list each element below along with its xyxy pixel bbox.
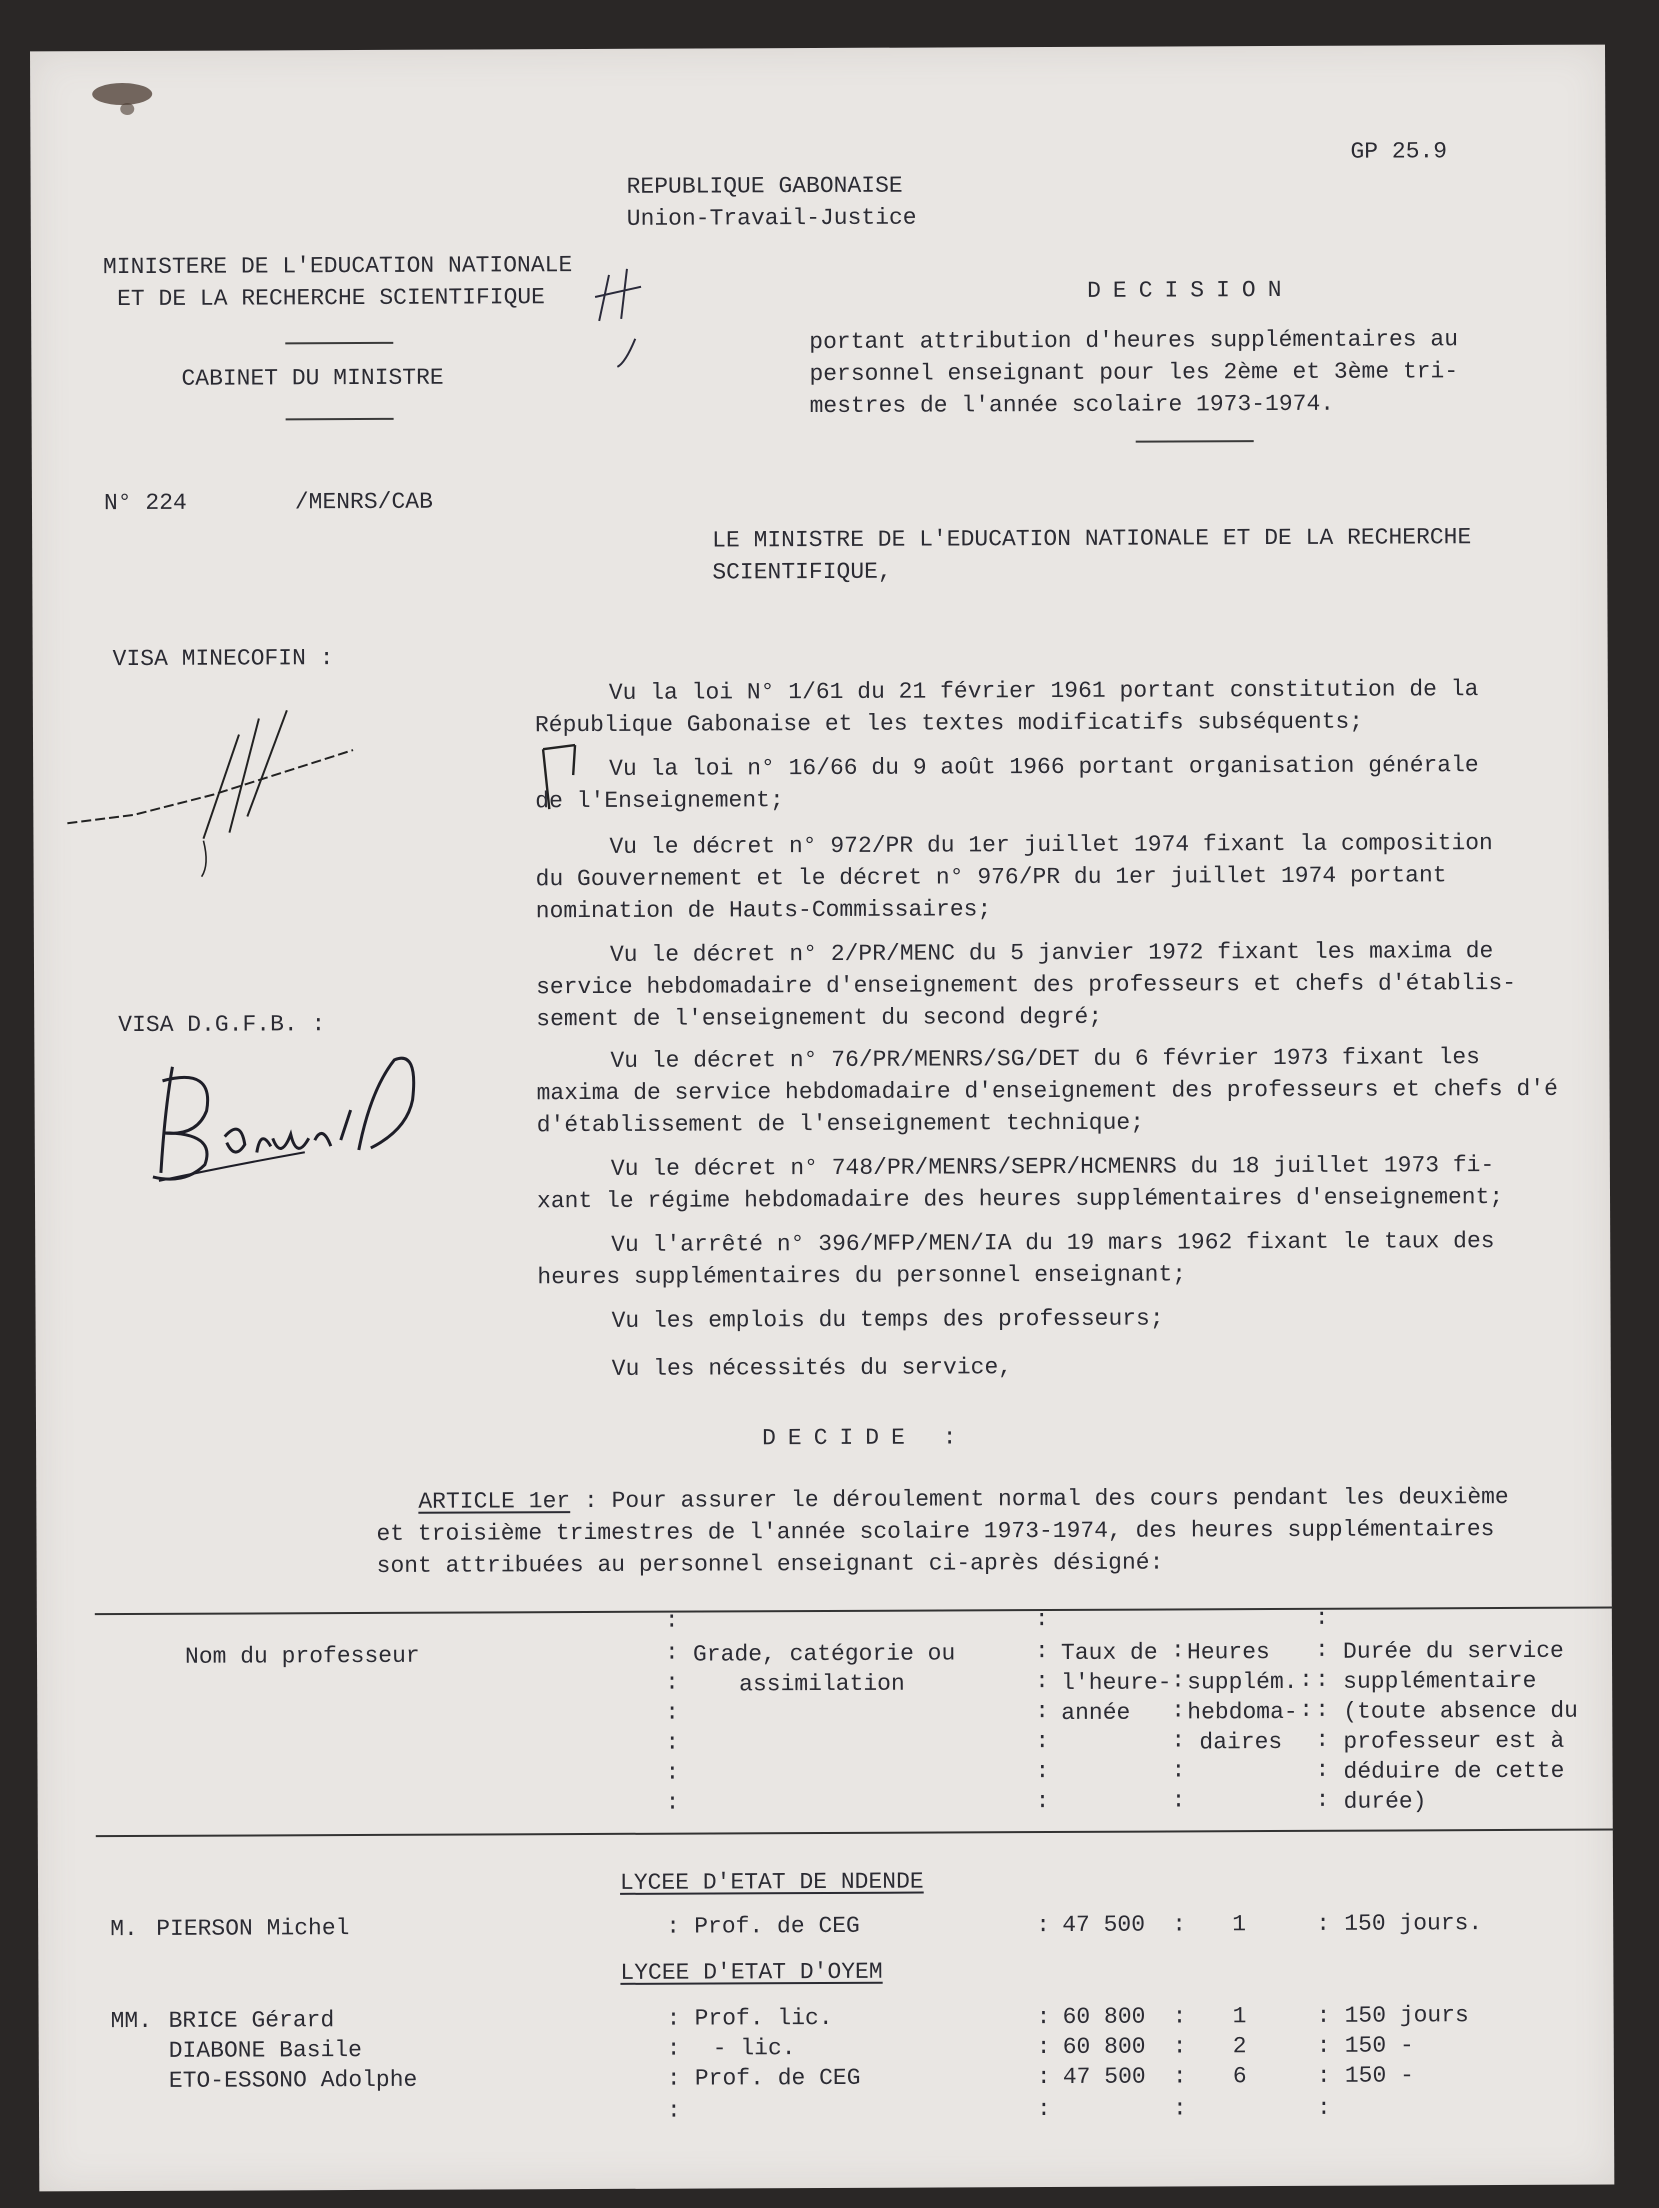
- header-rate-line-1: Taux de: [1060, 1639, 1158, 1666]
- row-duration: 150 -: [1344, 2032, 1414, 2059]
- row-rate: 47 500: [1062, 2063, 1146, 2090]
- row-name: DIABONE Basile: [168, 2037, 363, 2064]
- visa-dgfb-signature: [144, 1040, 445, 1191]
- divider: [1136, 440, 1254, 443]
- consideration-2-line-1: Vu la loi n° 16/66 du 9 août 1966 portant organisation générale: [609, 752, 1479, 782]
- header-duration-line-1: Durée du service: [1342, 1637, 1564, 1665]
- row-prefix: MM.: [110, 2007, 153, 2035]
- republic-title: REPUBLIQUE GABONAISE: [626, 172, 903, 200]
- table-row: M. PIERSON Michel : Prof. de CEG : 47 500 : 1 : 150 jours.: [30, 45, 1605, 52]
- ink-stain: [120, 103, 134, 115]
- number-suffix: /MENRS/CAB: [294, 488, 433, 516]
- row-rate: 60 800: [1062, 2033, 1146, 2060]
- ink-stain: [92, 83, 152, 105]
- consideration-3-line-2: du Gouvernement et le décret n° 976/PR du 1er juillet 1974 portant: [535, 862, 1447, 893]
- row-duration: 150 -: [1344, 2062, 1414, 2089]
- consideration-9: Vu les nécessités du service,: [611, 1354, 1013, 1382]
- consideration-3-line-3: nomination de Hauts-Commissaires;: [535, 896, 992, 925]
- consideration-4-line-2: service hebdomadaire d'enseignement des professeurs et chefs d'établis-: [536, 969, 1517, 1001]
- row-rate: 47 500: [1062, 1911, 1146, 1938]
- decision-title: DECISION: [1087, 276, 1294, 304]
- row-hours: 6: [1232, 2063, 1247, 2090]
- ministry-line-2: ET DE LA RECHERCHE SCIENTIFIQUE: [117, 284, 546, 313]
- table-row: ETO-ESSONO Adolphe : Prof. de CEG : 47 500 : 6 : 150 -: [30, 45, 1605, 52]
- header-duration-line-6: durée): [1343, 1788, 1427, 1815]
- consideration-6-line-1: Vu le décret n° 748/PR/MENRS/SEPR/HCMENRS du 18 juillet 1973 fi-: [610, 1152, 1495, 1182]
- consideration-7-line-2: heures supplémentaires du personnel enseignant;: [537, 1261, 1187, 1291]
- article-1-line-3: sont attribuées au personnel enseignant ci-après désigné:: [376, 1549, 1164, 1579]
- visa-dgfb: VISA D.G.F.B. :: [118, 1011, 326, 1039]
- article-1-line-1: ARTICLE 1er : Pour assurer le déroulement normal des cours pendant les deuxième: [418, 1483, 1509, 1515]
- consideration-3-line-1: Vu le décret n° 972/PR du 1er juillet 1974 fixant la composition: [609, 830, 1493, 860]
- header-duration-line-2: supplémentaire: [1343, 1667, 1537, 1695]
- table-top-rule: [95, 1607, 1613, 1616]
- article-1-label: ARTICLE 1er: [418, 1488, 571, 1515]
- consideration-8: Vu les emplois du temps des professeurs;: [611, 1305, 1164, 1334]
- header-name-line-1: Nom du professeur: [184, 1642, 420, 1670]
- row-name: BRICE Gérard: [168, 2007, 335, 2034]
- consideration-1-line-2: République Gabonaise et les textes modificatifs subséquents;: [534, 708, 1364, 739]
- decision-subject-line-2: personnel enseignant pour les 2ème et 3ème tri-: [809, 358, 1459, 388]
- initials-mark: [591, 263, 651, 373]
- table-trailing-separators: : : : :: [666, 2094, 1331, 2124]
- header-grade-line-1: Grade, catégorie ou: [692, 1640, 956, 1668]
- consideration-5-line-2: maxima de service hebdomadaire d'enseignement des professeurs et chefs d'é: [536, 1075, 1558, 1107]
- ministry-line-1: MINISTERE DE L'EDUCATION NATIONALE: [102, 252, 573, 281]
- header-hours-line-2: supplém.: [1187, 1668, 1298, 1696]
- consideration-6-line-2: xant le régime hebdomadaire des heures supplémentaires d'enseignement;: [536, 1184, 1504, 1215]
- header-rate-line-2: l'heure-: [1061, 1669, 1172, 1696]
- row-name: ETO-ESSONO Adolphe: [168, 2066, 418, 2094]
- header-duration-line-3: (toute absence du: [1343, 1697, 1578, 1725]
- row-hours: 2: [1232, 2033, 1247, 2060]
- consideration-7-line-1: Vu l'arrêté n° 396/MFP/MEN/IA du 19 mars 1962 fixant le taux des: [611, 1228, 1495, 1258]
- consideration-2-line-2: de l'Enseignement;: [535, 787, 784, 815]
- decision-number: [104, 486, 433, 519]
- header-grade-line-2: assimilation: [739, 1670, 905, 1698]
- consideration-5-line-1: Vu le décret n° 76/PR/MENRS/SG/DET du 6 février 1973 fixant les: [610, 1044, 1481, 1074]
- consideration-4-line-1: Vu le décret n° 2/PR/MENC du 5 janvier 1972 fixant les maxima de: [609, 938, 1494, 968]
- table-row: MM. BRICE Gérard : Prof. lic. : 60 800 : 1 : 150 jours: [30, 45, 1605, 52]
- document-page: [30, 45, 1614, 2192]
- section-title-ndende: LYCEE D'ETAT DE NDENDE: [619, 1868, 924, 1896]
- number-value: 224: [145, 489, 187, 516]
- row-grade: Prof. de CEG: [694, 2064, 861, 2092]
- row-grade: Prof. lic.: [694, 2004, 833, 2032]
- row-hours: 1: [1232, 1911, 1247, 1938]
- header-hours-line-4: daires: [1199, 1728, 1283, 1756]
- row-duration: 150 jours.: [1344, 1910, 1483, 1937]
- minister-line-1: LE MINISTRE DE L'EDUCATION NATIONALE ET DE LA RECHERCHE: [712, 524, 1472, 554]
- consideration-5-line-3: d'établissement de l'enseignement technique;: [536, 1109, 1145, 1139]
- republic-motto: Union-Travail-Justice: [626, 204, 917, 232]
- table-row: DIABONE Basile : - lic. : 60 800 : 2 : 150 -: [30, 45, 1605, 52]
- row-hours: 1: [1232, 2003, 1247, 2030]
- header-duration-line-5: déduire de cette: [1343, 1757, 1565, 1785]
- row-rate: 60 800: [1062, 2003, 1146, 2030]
- header-hours-line-1: Heures: [1186, 1639, 1270, 1666]
- row-duration: 150 jours: [1344, 2002, 1469, 2029]
- row-name: PIERSON Michel: [156, 1915, 350, 1942]
- cabinet-title: CABINET DU MINISTRE: [181, 364, 444, 392]
- number-label: N°: [103, 489, 132, 517]
- article-1-line-2: et troisième trimestres de l'année scolaire 1973-1974, des heures supplémentaires: [376, 1516, 1495, 1547]
- consideration-1-line-1: Vu la loi N° 1/61 du 21 février 1961 portant constitution de la: [608, 676, 1479, 706]
- decision-subject-line-1: portant attribution d'heures supplémentaires au: [809, 326, 1459, 356]
- minister-line-2: SCIENTIFIQUE,: [712, 558, 892, 586]
- visa-minecofin: VISA MINECOFIN :: [112, 645, 334, 673]
- header-duration-line-4: professeur est à: [1343, 1727, 1565, 1755]
- divider: [285, 342, 393, 344]
- decide-heading: DECIDE :: [762, 1424, 969, 1452]
- divider: [286, 418, 394, 420]
- section-title-oyem: LYCEE D'ETAT D'OYEM: [620, 1958, 883, 1986]
- table-header-rule: [96, 1829, 1614, 1838]
- reference-code: GP 25.9: [1350, 138, 1448, 165]
- visa-minecofin-signature: [53, 690, 384, 881]
- consideration-4-line-3: sement de l'enseignement du second degré;: [536, 1003, 1103, 1033]
- row-grade: - lic.: [712, 2035, 796, 2062]
- header-rate-line-3: année: [1061, 1699, 1131, 1726]
- header-hours-line-3: hebdoma-: [1187, 1698, 1298, 1726]
- header-column-separators: : : : : : : : : : : : : : : : : : : : : : : : : : : : : :: [664, 1604, 1330, 1816]
- decision-subject-line-3: mestres de l'année scolaire 1973-1974.: [809, 390, 1335, 420]
- row-grade: Prof. de CEG: [694, 1912, 860, 1940]
- row-prefix: M.: [110, 1915, 138, 1943]
